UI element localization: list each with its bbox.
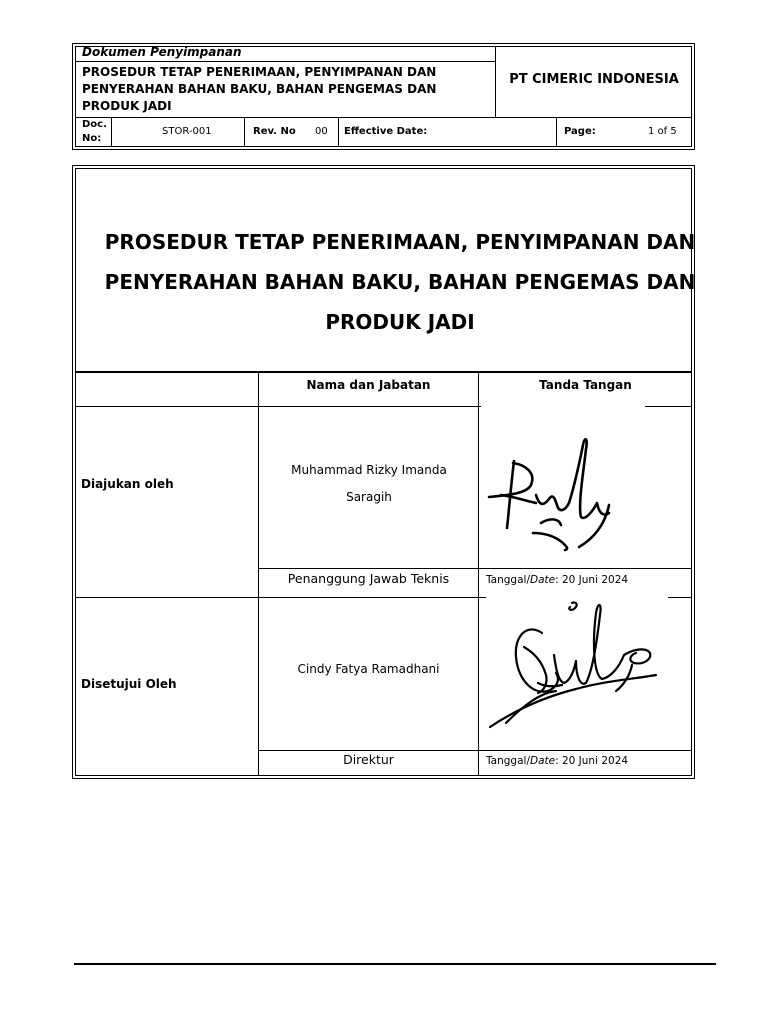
table-divider [75,597,486,598]
submitter-position: Penanggung Jawab Teknis [287,571,450,586]
rev-no-value: 00 [315,126,328,137]
header-document-title: PROSEDUR TETAP PENERIMAAN, PENYIMPANAN DAN PENYERAHAN BAHAN BAKU, BAHAN PENGEMAS DAN PRODUK JADI [82,65,437,113]
effective-date-label: Effective Date: [344,126,428,137]
table-divider [478,372,479,776]
column-header-name-position: Nama dan Jabatan [306,378,431,392]
signature-image [481,425,641,555]
approver-date: Tanggal/Date: 20 Juni 2024 [486,755,629,767]
doc-no-label: Doc. [82,119,107,130]
signature-image [484,595,669,745]
header-divider [111,117,112,147]
document-type: Dokumen Penyimpanan [82,45,242,59]
header-divider [338,117,339,147]
doc-no-label: No: [82,133,102,144]
approver-position: Direktur [343,752,394,767]
company-name: PT CIMERIC INDONESIA [509,72,679,87]
page-number: 1 of 5 [648,126,677,137]
table-divider [668,597,692,598]
doc-no-value: STOR-001 [162,126,212,137]
header-divider [244,117,245,147]
table-divider [645,406,692,407]
rev-no-label: Rev. No [253,126,296,137]
column-header-signature: Tanda Tangan [539,378,632,392]
page-label: Page: [564,126,596,137]
header-divider [75,61,495,62]
table-divider [75,371,692,373]
row-label-approved-by: Disetujui Oleh [81,677,177,691]
submitter-name: Muhammad Rizky Imanda Saragih [291,463,447,504]
submitter-date: Tanggal/Date: 20 Juni 2024 [486,574,629,586]
table-divider [75,406,481,407]
header-divider [556,117,557,147]
approver-name: Cindy Fatya Ramadhani [297,662,440,676]
page-title: PROSEDUR TETAP PENERIMAAN, PENYIMPANAN DAN PENYERAHAN BAHAN BAKU, BAHAN PENGEMAS DAN PRODUK JADI [104,230,696,334]
header-divider [75,117,692,118]
row-label-submitted-by: Diajukan oleh [81,477,174,491]
footer-rule [74,963,716,965]
